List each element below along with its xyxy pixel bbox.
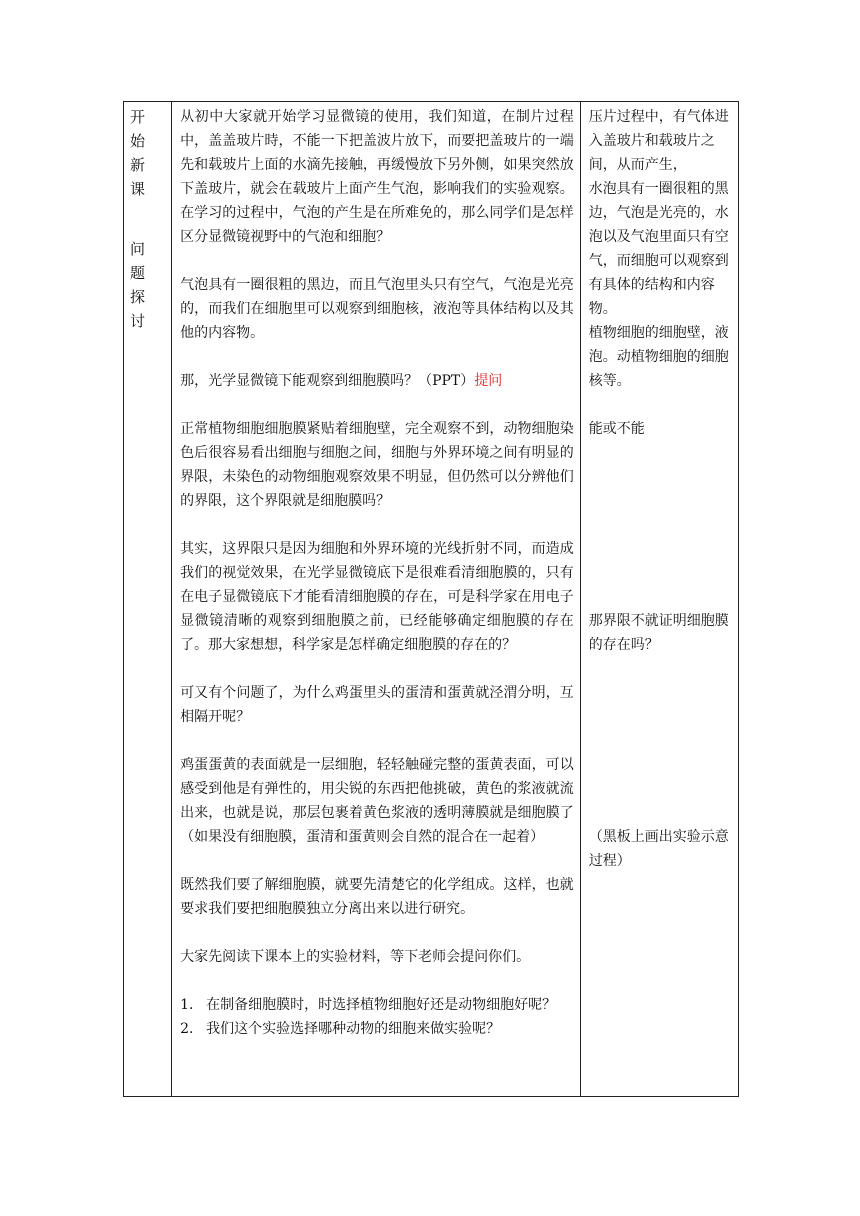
note-paragraph: 植物细胞的细胞壁，液泡。动植物细胞的细胞核等。 xyxy=(588,325,729,389)
list-item xyxy=(180,1017,574,1041)
list-item xyxy=(180,993,574,1017)
content-paragraph: 鸡蛋蛋黄的表面就是一层细胞，轻轻触碰完整的蛋黄表面，可以感受到他是有弹性的，用尖锐的东西把他挑破，黄色的浆液就流出来，也就是说，那层包裹着黄色浆液的透明薄膜就是细胞膜了（如果没有细胞膜，蛋清和蛋黄则会自然的混合在一起着） xyxy=(180,757,574,845)
content-paragraph: 既然我们要了解细胞膜，就要先清楚它的化学组成。这样，也就要求我们要把细胞膜独立分离出来以进行研究。 xyxy=(180,877,574,917)
table-row xyxy=(124,102,739,1097)
note-paragraph: 压片过程中，有气体进入盖玻片和载玻片之间，从而产生， xyxy=(588,109,729,173)
list-item-number: 1． xyxy=(180,997,203,1013)
note-paragraph: （黑板上画出实验示意过程） xyxy=(588,829,729,869)
stage-label-cell xyxy=(124,102,172,1097)
list-item-text: 在制备细胞膜时，时选择植物细胞好还是动物细胞好呢？ xyxy=(206,997,557,1013)
content-paragraph: 可又有个问题了，为什么鸡蛋里头的蛋清和蛋黄就泾渭分明，互相隔开呢？ xyxy=(180,685,574,725)
content-paragraph xyxy=(180,369,574,393)
content-paragraph: 其实，这界限只是因为细胞和外界环境的光线折射不同，而造成我们的视觉效果，在光学显微镜底下是很难看清细胞膜的，只有在电子显微镜底下才能看清细胞膜的存在，可是科学家在用电子显微镜清晰的观察到细胞膜之前，已经能够确定细胞膜的存在了。那大家想想，科学家是怎样确定细胞膜的存在的？ xyxy=(180,541,574,653)
question-list xyxy=(180,993,574,1041)
student-activity-cell xyxy=(580,102,738,1097)
content-paragraph: 从初中大家就开始学习显微镜的使用，我们知道，在制片过程中，盖盖玻片時，不能一下把盖波片放下，而要把盖玻片的一端先和载玻片上面的水滴先接触，再缓慢放下另外侧，如果突然放下盖玻片，就会在载玻片上面产生气泡，影响我们的实验观察。在学习的过程中，气泡的产生是在所难免的，那么同学们是怎样区分显微镜视野中的气泡和细胞？ xyxy=(180,109,574,245)
list-item-number: 2． xyxy=(180,1021,203,1037)
teaching-content-cell xyxy=(172,102,581,1097)
lesson-plan-table xyxy=(123,101,739,1097)
question-text: 那，光学显微镜下能观察到细胞膜吗？（PPT） xyxy=(180,373,475,389)
question-marker: 提问 xyxy=(474,373,503,389)
content-paragraph: 大家先阅读下课本上的实验材料，等下老师会提问你们。 xyxy=(180,949,531,965)
stage-label-start-new-lesson: 开始新课 xyxy=(130,108,152,198)
note-paragraph: 能或不能 xyxy=(588,421,645,437)
content-paragraph: 气泡具有一圈很粗的黑边，而且气泡里头只有空气，气泡是光亮的，而我们在细胞里可以观察到细胞核，液泡等具体结构以及其他的内容物。 xyxy=(180,277,574,341)
list-item-text: 我们这个实验选择哪种动物的细胞来做实验呢？ xyxy=(206,1021,501,1037)
content-paragraph: 正常植物细胞细胞膜紧贴着细胞壁，完全观察不到，动物细胞染色后很容易看出细胞与细胞之间，细胞与外界环境之间有明显的界限，未染色的动物细胞观察效果不明显，但仍然可以分辨他们的界限，这个界限就是细胞膜吗？ xyxy=(180,421,574,509)
note-paragraph: 那界限不就证明细胞膜的存在吗？ xyxy=(588,613,729,653)
stage-label-problem-discussion: 问题探讨 xyxy=(130,240,152,330)
note-paragraph: 水泡具有一圈很粗的黑边，气泡是光亮的，水泡以及气泡里面只有空气，而细胞可以观察到有具体的结构和内容物。 xyxy=(588,181,729,317)
